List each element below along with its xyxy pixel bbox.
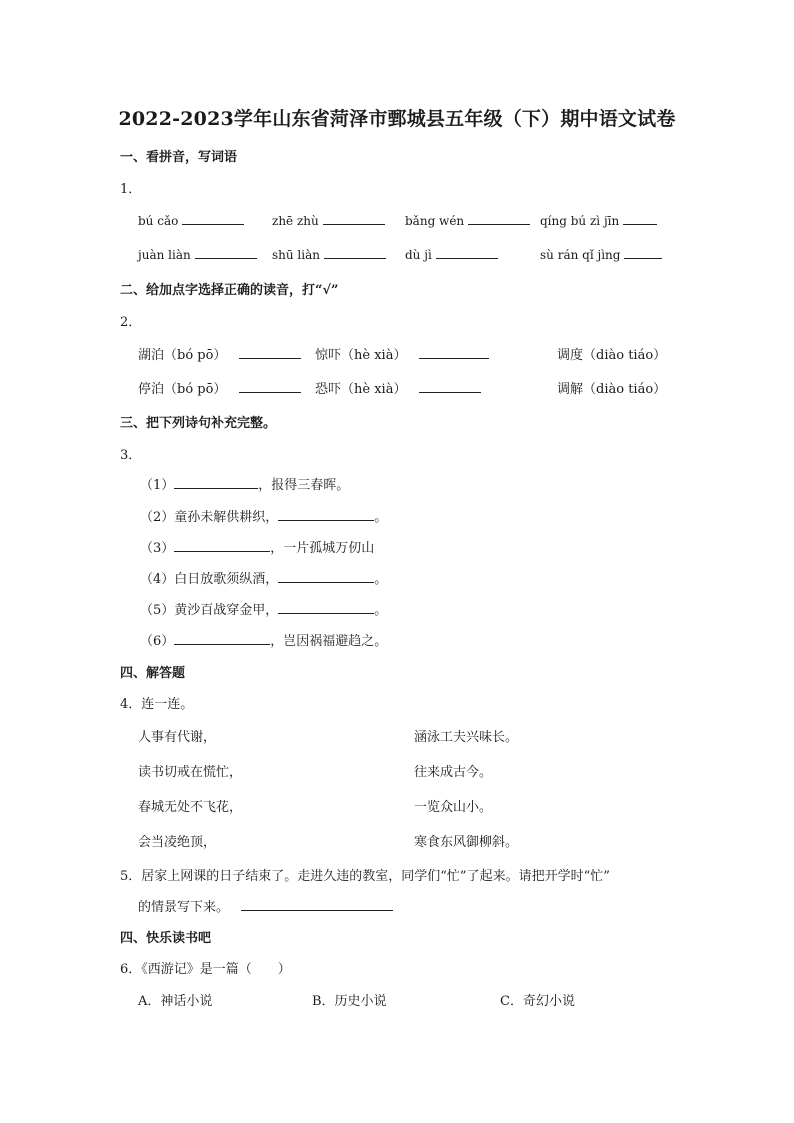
answer-blank[interactable] [182, 212, 244, 225]
pinyin-item-2 [272, 212, 385, 228]
answer-blank[interactable] [195, 246, 257, 259]
answer-blank[interactable] [323, 212, 385, 225]
pinyin-text: zhē zhù [272, 214, 319, 228]
section-heading-3: 三、把下列诗句补充完整。 [120, 416, 277, 431]
question-number-3: 3． [120, 448, 142, 463]
answer-blank[interactable] [623, 212, 657, 225]
answer-blank[interactable] [278, 570, 374, 583]
match-right-4[interactable]: 寒食东风御柳斜。 [414, 835, 519, 850]
choice-item-3: 调度（diào tiáo） [557, 348, 667, 363]
poem-text: （4）白日放歌须纵酒， [140, 572, 279, 587]
question-4-prompt: 4．连一连。 [120, 697, 194, 712]
answer-blank[interactable] [624, 246, 662, 259]
poem-line-4 [140, 568, 387, 587]
match-right-2[interactable]: 往来成古今。 [414, 765, 493, 780]
match-left-1[interactable]: 人事有代谢， [138, 730, 217, 745]
choice-item-2 [315, 344, 489, 363]
choice-text: 湖泊（bó pō） [138, 348, 227, 363]
pinyin-item-7 [405, 246, 498, 262]
poem-text: （6） [140, 634, 175, 649]
poem-line-1 [140, 474, 349, 493]
poem-text: （1） [140, 478, 175, 493]
poem-text: （2）童孙未解供耕织， [140, 510, 279, 525]
question-5-text: 的情景写下来。 [138, 900, 230, 915]
pinyin-item-6 [272, 246, 386, 262]
pinyin-item-3 [405, 212, 530, 228]
choice-item-1 [138, 344, 301, 363]
match-right-3[interactable]: 一览众山小。 [414, 800, 493, 815]
section-heading-4: 四、解答题 [120, 666, 186, 681]
answer-blank[interactable] [174, 539, 270, 552]
question-number-2: 2． [120, 315, 142, 330]
pinyin-item-1 [138, 212, 244, 228]
match-right-1[interactable]: 涵泳工夫兴味长。 [414, 730, 519, 745]
question-6-prompt: 6．《西游记》是一篇（ ） [120, 962, 291, 977]
question-5-line-1: 5．居家上网课的日子结束了。走进久违的教室，同学们“忙”了起来。请把开学时“忙” [120, 869, 610, 884]
answer-blank[interactable] [174, 632, 270, 645]
poem-text: 。 [374, 603, 388, 618]
pinyin-text: juàn liàn [138, 248, 191, 262]
poem-text: （3） [140, 541, 175, 556]
option-b[interactable]: B．历史小说 [312, 994, 387, 1009]
answer-blank[interactable] [419, 380, 481, 393]
poem-text: ，一片孤城万仞山 [270, 541, 375, 556]
poem-line-3 [140, 537, 374, 556]
answer-blank[interactable] [278, 601, 374, 614]
answer-blank[interactable] [278, 508, 374, 521]
pinyin-text: sù rán qǐ jìng [540, 248, 621, 262]
option-c[interactable]: C．奇幻小说 [500, 994, 575, 1009]
choice-text: 惊吓（hè xià） [315, 348, 407, 363]
section-heading-1: 一、看拼音，写词语 [120, 150, 238, 165]
poem-line-5 [140, 599, 387, 618]
answer-blank[interactable] [239, 346, 301, 359]
page-title: 2022-2023学年山东省菏泽市鄄城县五年级（下）期中语文试卷 [118, 108, 676, 130]
poem-text: ，岂因祸福避趋之。 [270, 634, 388, 649]
pinyin-text: bǎng wén [405, 214, 465, 228]
choice-text: 停泊（bó pō） [138, 382, 227, 397]
answer-blank[interactable] [419, 346, 489, 359]
section-heading-5: 四、快乐读书吧 [120, 931, 212, 946]
pinyin-item-5 [138, 246, 257, 262]
answer-blank[interactable] [436, 246, 498, 259]
poem-text: （5）黄沙百战穿金甲， [140, 603, 279, 618]
section-heading-2: 二、给加点字选择正确的读音，打“√” [120, 283, 339, 298]
match-left-4[interactable]: 会当凌绝顶， [138, 835, 217, 850]
answer-blank[interactable] [468, 212, 530, 225]
pinyin-item-4 [540, 212, 657, 228]
poem-text: ，报得三春晖。 [258, 478, 350, 493]
poem-text: 。 [374, 572, 388, 587]
question-number-1: 1． [120, 182, 142, 197]
answer-blank[interactable] [241, 898, 393, 911]
answer-blank[interactable] [174, 476, 258, 489]
match-left-3[interactable]: 春城无处不飞花， [138, 800, 243, 815]
choice-item-4 [138, 378, 301, 397]
choice-item-5 [315, 378, 481, 397]
answer-blank[interactable] [324, 246, 386, 259]
pinyin-text: dù jì [405, 248, 432, 262]
pinyin-text: shū liàn [272, 248, 320, 262]
question-5-line-2 [138, 896, 393, 915]
choice-text: 恐吓（hè xià） [315, 382, 407, 397]
poem-text: 。 [374, 510, 388, 525]
poem-line-6 [140, 630, 387, 649]
pinyin-text: qíng bú zì jīn [540, 214, 620, 228]
pinyin-item-8 [540, 246, 662, 262]
choice-item-6: 调解（diào tiáo） [557, 382, 667, 397]
answer-blank[interactable] [239, 380, 301, 393]
poem-line-2 [140, 506, 387, 525]
option-a[interactable]: A．神话小说 [138, 994, 213, 1009]
pinyin-text: bú cǎo [138, 214, 179, 228]
match-left-2[interactable]: 读书切戒在慌忙， [138, 765, 243, 780]
